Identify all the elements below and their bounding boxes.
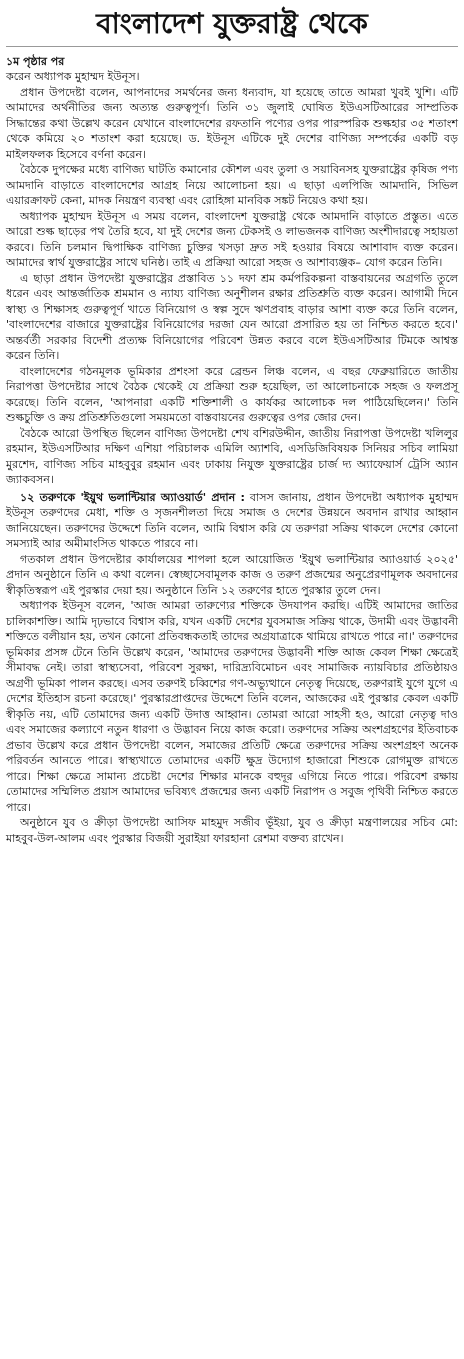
article-paragraph: বৈঠকে আরো উপস্থিত ছিলেন বাণিজ্য উপদেষ্টা শেখ বশিরউদ্দীন, জাতীয় নিরাপত্তা উপদেষ্টা খলিলুর রহমান, ইউএসটিআর দক্ষিণ এশিয়া পরিচালক এমিলি অ্যাশবি, এসডিজিবিষয়ক সিনিয়র সচিব লামিয়া মুরশেদ, বাণিজ্য সচিব মাহবুবুর রহমান এবং ঢাকায় নিযুক্ত যুক্তরাষ্ট্রের চার্জ দ্য অ্যাফেয়ার্স ট্রেসি অ্যান জ্যাকবসন। <box>6 426 458 486</box>
article-paragraph: এ ছাড়া প্রধান উপদেষ্টা যুক্তরাষ্ট্রের প্রস্তাবিত ১১ দফা শ্রম কর্মপরিকল্পনা বাস্তবায়নের অগ্রগতি তুলে ধরেন এবং আন্তর্জাতিক শ্রমমান ও ন্যায্য বাণিজ্য অনুশীলন রক্ষার প্রতিশ্রুতি ব্যক্ত করেন। আগামী দিনে স্বাস্থ্য ও শিক্ষাসহ গুরুত্বপূর্ণ খাতে বিনিয়োগ ও স্বল্প সুদে ঋণপ্রবাহ বাড়ার আশা ব্যক্ত করে তিনি বলেন, 'বাংলাদেশের বাজারে যুক্তরাষ্ট্রের বিনিয়োগের দরজা যেন আরো প্রসারিত হয় তা নিশ্চিত করতে হবে।' অন্তর্বর্তী সরকার বিদেশী প্রত্যক্ষ বিনিয়োগের পরিবেশ উন্নত করবে বলে ইউএসটিআর টিমকে আশ্বস্ত করেন তিনি। <box>6 271 458 362</box>
continued-from-label: ১ম পৃষ্ঠার পর <box>6 55 65 68</box>
article-paragraph: করেন অধ্যাপক মুহাম্মদ ইউনূস। <box>6 70 140 83</box>
article-headline: বাংলাদেশ যুক্তরাষ্ট্র থেকে <box>6 6 458 47</box>
article-paragraph: গতকাল প্রধান উপদেষ্টার কার্যালয়ের শাপলা হলে আয়োজিত 'ইয়ুথ ভলান্টিয়ার অ্যাওয়ার্ড ২০২৫' প্রদান অনুষ্ঠানে তিনি এ কথা বলেন। স্বেচ্ছাসেবামূলক কাজ ও তরুণ প্রজন্মের অনুপ্রেরণামূলক অবদানের স্বীকৃতিস্বরূপ এই পুরস্কার দেয়া হয়। অনুষ্ঠানে তিনি ১২ তরুণের হাতে পুরস্কার তুলে দেন। <box>6 552 458 597</box>
newspaper-page <box>0 6 464 1359</box>
article-paragraph: অধ্যাপক ইউনূস বলেন, 'আজ আমরা তারুণ্যের শক্তিকে উদযাপন করছি। এটিই আমাদের জাতির চালিকাশক্তি। আমি দৃঢ়ভাবে বিশ্বাস করি, যখন একটি দেশের যুবসমাজ সক্রিয় থাকে, উদামী এবং উদ্ভাবনী শক্তিতে বলীয়ান হয়, তখন কোনো প্রতিবন্ধকতাই তাদের অগ্রযাত্রাকে থামিয়ে রাখতে পারে না।' তরুণদের ভূমিকার প্রসঙ্গ টেনে তিনি উল্লেখ করেন, 'আমাদের তরুণদের উদ্ভাবনী শক্তি আজ কেবল শিক্ষা ক্ষেত্রেই সীমাবদ্ধ নেই। তারা স্বাস্থ্যসেবা, পরিবেশ সুরক্ষা, দারিদ্র্যবিমোচন এবং সামাজিক ন্যায়বিচার প্রতিষ্ঠায়ও অগ্রণী ভূমিকা পালন করছে। এসব তরুণই চব্বিশের গণ-অভ্যুত্থানে নেতৃত্ব দিয়েছে, তরুণরাই যুগে যুগে এ দেশের ইতিহাস রচনা করেছে।' পুরস্কারপ্রাপ্তদের উদ্দেশে তিনি বলেন, আজকের এই পুরস্কার কেবল একটি স্বীকৃতি নয়, এটি তোমাদের জন্য একটি উদাত্ত আহ্বান। তোমরা আরো সাহসী হও, আরো নেতৃত্ব দাও এবং সমাজের কল্যাণে নতুন ধারণা ও উদ্ভাবন নিয়ে কাজ করো। তরুণদের সক্রিয় অংশগ্রহণের ইতিবাচক প্রভাব উল্লেখ করে প্রধান উপদেষ্টা বলেন, সমাজের প্রতিটি ক্ষেত্রে তরুণদের সক্রিয় অংশগ্রহণ অনেক পরিবর্তন আনতে পারে। স্বাস্থ্যখাতে তোমাদের একটি ক্ষুদ্র উদ্যোগ হাজারো শিশুকে রোগমুক্ত রাখতে পারে। শিক্ষা ক্ষেত্রে সামান্য প্রচেষ্টা দেশের শিক্ষার মানকে বহুদূর এগিয়ে নিতে পারে। পরিবেশ রক্ষায় তোমাদের সম্মিলিত প্রয়াস আমাদের ভবিষ্যৎ প্রজন্মের জন্য একটি নিরাপদ ও সবুজ পৃথিবী নিশ্চিত করতে পারে। <box>6 599 458 814</box>
article-paragraph: অনুষ্ঠানে যুব ও ক্রীড়া উপদেষ্টা আসিফ মাহমুদ সজীব ভূঁইয়া, যুব ও ক্রীড়া মন্ত্রণালয়ের সচিব মো: মাহবুব-উল-আলম এবং পুরস্কার বিজয়ী সুরাইয়া ফারহানা রেশমা বক্তব্য রাখেন। <box>6 816 458 845</box>
section-lead-text: বাসস জানায়, প্রধান উপদেষ্টা অধ্যাপক মুহাম্মদ ইউনূস তরুণদের মেধা, শক্তি ও সৃজনশীলতা দিয়ে সমাজ ও দেশের উন্নয়নে অবদান রাখার আহ্বান জানিয়েছেন। তরুণদের উদ্দেশে তিনি বলেন, আমি বিশ্বাস করি যে তরুণরা সক্রিয় থাকলে দেশের কোনো সমস্যাই আর অমীমাংসিত থাকতে পারবে না। <box>6 490 458 550</box>
article-paragraph: বাংলাদেশের গঠনমূলক ভূমিকার প্রশংসা করে ব্রেন্ডন লিঞ্চ বলেন, এ বছর ফেব্রুয়ারিতে জাতীয় নিরাপত্তা উপদেষ্টার সাথে বৈঠক থেকেই যে প্রক্রিয়া শুরু হয়েছিল, তা আলোচনাকে সহজ ও ফলপ্রসূ করেছে। তিনি বলেন, 'আপনারা একটি শক্তিশালী ও কার্যকর আলোচক দল পাঠিয়েছিলেন।' তিনি শুল্কচুক্তি ও ক্রয় প্রতিশ্রুতিগুলো সময়মতো বাস্তবায়নের গুরুত্বের ওপর জোর দেন। <box>6 364 458 424</box>
article-paragraph: অধ্যাপক মুহাম্মদ ইউনূস এ সময় বলেন, বাংলাদেশ যুক্তরাষ্ট্র থেকে আমদানি বাড়াতে প্রস্তুত। এতে আরো শুল্ক ছাড়ের পথ তৈরি হবে, যা দুই দেশের জন্য টেকসই ও লাভজনক বাণিজ্য অংশীদারত্বে সহায়তা করবে। তিনি চলমান দ্বিপাক্ষিক বাণিজ্য চুক্তির খসড়া দ্রুত সই হওয়ার বিষয়ে আশাবাদ ব্যক্ত করেন। আমাদের স্বার্থ যুক্তরাষ্ট্রের সাথে ঘনিষ্ঠ। তাই এ প্রক্রিয়া আরো সহজ ও আশাব্যঞ্জক– যোগ করেন তিনি। <box>6 209 458 269</box>
section-paragraph <box>6 490 458 552</box>
article-paragraph: প্রধান উপদেষ্টা বলেন, আপনাদের সমর্থনের জন্য ধন্যবাদ, যা হয়েছে তাতে আমরা খুবই খুশি। এটি আমাদের অর্থনীতির জন্য অত্যন্ত গুরুত্বপূর্ণ। তিনি ৩১ জুলাই ঘোষিত ইউএসটিআরের সাম্প্রতিক সিদ্ধান্তের কথা উল্লেখ করেন যেখানে বাংলাদেশের রফতানি পণ্যের ওপর পারস্পরিক শুল্কহার ৩৫ শতাংশ থেকে কমিয়ে ২০ শতাংশ করা হয়েছে। ড. ইউনূস এটিকে দুই দেশের বাণিজ্য সম্পর্কের একটি বড় মাইলফলক হিসেবে বর্ণনা করেন। <box>6 85 458 161</box>
article-body <box>6 69 458 846</box>
article-paragraph: বৈঠকে দুপক্ষের মধ্যে বাণিজ্য ঘাটতি কমানোর কৌশল এবং তুলা ও সয়াবিনসহ যুক্তরাষ্ট্রের কৃষিজ পণ্য আমদানি বাড়াতে বাংলাদেশের আগ্রহ নিয়ে আলোচনা হয়। এ ছাড়া এলপিজি আমদানি, সিভিল এয়ারক্রাফট কেনা, মাদক নিয়ন্ত্রণ ব্যবস্থা এবং রোহিঙ্গা মানবিক সঙ্কট নিয়েও কথা হয়। <box>6 163 458 207</box>
section-subheading: ১২ তরুণকে 'ইয়ুথ ভলান্টিয়ার অ্যাওয়ার্ড' প্রদান : <box>20 490 245 504</box>
